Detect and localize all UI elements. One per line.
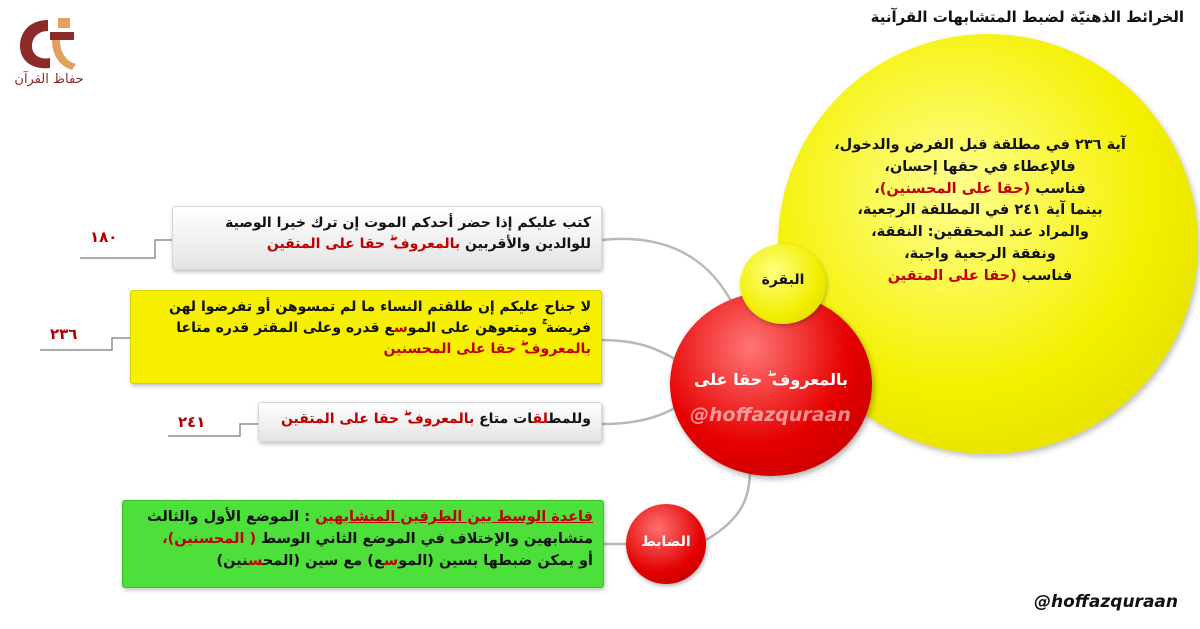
text-line [790, 135, 1170, 157]
text-run: متشابهين والإختلاف في الموضع الثاني الوسط [256, 530, 593, 547]
text-line [133, 507, 593, 529]
text-run: آية ٢٣٦ في مطلقة قبل الفرض والدخول، [834, 137, 1126, 153]
handle-text: @hoffazquraan [1033, 592, 1178, 612]
text-run: فناسب [1016, 267, 1073, 284]
text-run: كتب عليكم إذا حضر أحدكم الموت إن ترك خيرا الوصية [225, 215, 591, 231]
text-run: (حقا على المتقين [887, 267, 1017, 284]
text-line [269, 409, 591, 430]
text-run: ( المحسنين)، [162, 530, 257, 547]
text-run: (حقا على المحسنين) [879, 180, 1031, 197]
verse-number-241: ٢٤١ [178, 413, 206, 431]
hub-watermark: @hoffazquraan [690, 404, 851, 426]
text-line [790, 200, 1170, 222]
text-line [141, 297, 591, 318]
text-line [183, 213, 591, 234]
text-run: أو يمكن ضبطها بسين (المو [398, 552, 593, 569]
text-line [790, 244, 1170, 266]
text-run: ، [874, 180, 880, 197]
text-run: بالمعروف ۖ حقا على المتقين [280, 411, 475, 427]
connector-hub-241 [602, 408, 675, 424]
baqarah-label: البقرة [761, 272, 805, 288]
text-line [141, 339, 591, 360]
text-run: لا جناح عليكم إن طلقتم النساء ما لم تمسوهن أو تفرضوا لهن [168, 299, 591, 315]
verse-box-180 [172, 206, 602, 270]
rule-box [122, 500, 604, 588]
connector-hub-236 [602, 340, 680, 362]
text-line [133, 551, 593, 573]
text-run: بينما آية ٢٤١ في المطلقة الرجعية، [857, 202, 1103, 219]
text-line [790, 179, 1170, 201]
text-run: س [383, 552, 399, 569]
text-run: لق [532, 411, 549, 427]
hub-label: بالمعروف ۖ حقا على [693, 370, 849, 389]
text-run: بالمعروف ۖ حقا على المحسنين [383, 341, 591, 357]
verse-number-180: ١٨٠ [90, 228, 118, 246]
text-run: نين) [216, 552, 249, 569]
text-line [790, 266, 1170, 288]
text-line [133, 529, 593, 551]
text-run: ات متاع [474, 411, 533, 427]
verse-box-241 [258, 402, 602, 442]
text-line [790, 222, 1170, 244]
text-line [183, 234, 591, 255]
baqarah-explanation-text [790, 135, 1170, 287]
text-run: س [393, 320, 408, 336]
verse-number-236: ٢٣٦ [50, 325, 78, 343]
text-run: للوالدين والأقربين [460, 236, 591, 252]
connector-hub-rule [706, 470, 750, 540]
text-run: فناسب [1030, 180, 1086, 197]
text-line [790, 157, 1170, 179]
page-title: الخرائط الذهنيّة لضبط المتشابهات القرآنية [870, 8, 1184, 26]
text-run: فريضة ۚ ومتعوهن على المو [407, 320, 591, 336]
text-run: : الموضع الأول والثالث [146, 509, 316, 525]
text-line [141, 318, 591, 339]
text-run: ونفقة الرجعية واجبة، [904, 245, 1056, 262]
logo-caption: حفاظ القرآن [14, 72, 84, 87]
text-run: فالإعطاء في حقها إحسان، [884, 158, 1076, 175]
text-run: بالمعروف ۖ حقا على المتقين [266, 236, 461, 252]
text-run: س [248, 552, 263, 569]
rule-label: الضابط [641, 534, 691, 550]
text-run: وللمط [548, 411, 591, 427]
text-run: ع) مع سين (المح [262, 552, 384, 569]
text-run: ع قدره وعلى المقتر قدره متاعا [176, 320, 394, 336]
text-run: قاعدة الوسط بين الطرفين المتشابهين [315, 509, 593, 525]
verse-box-236 [130, 290, 602, 384]
text-run: والمراد عند المحققين: النفقة، [871, 224, 1089, 240]
